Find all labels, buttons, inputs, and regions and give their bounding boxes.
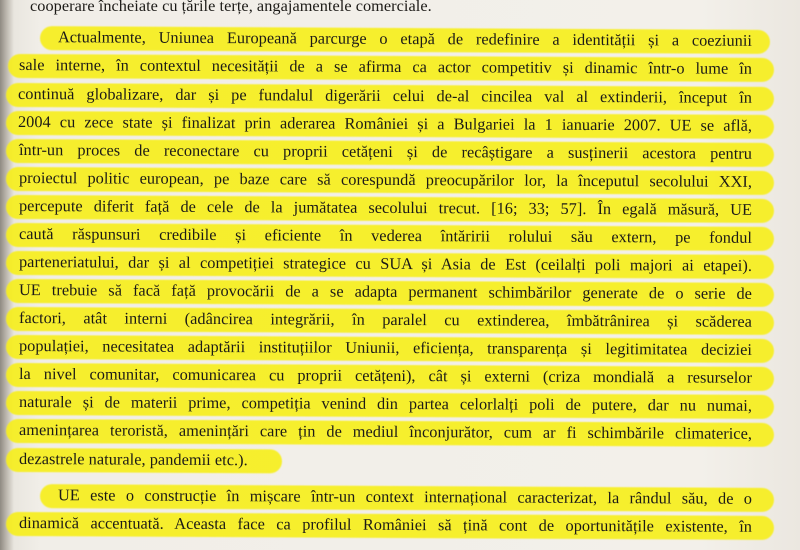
line-text: UE este o construcție în mișcare într-un context internațional caracterizat, la rândul său, de o <box>57 485 753 508</box>
line-text: Actualmente, Uniunea Europeană parcurge o etapă de redefinire a identității și a coeziunii <box>57 27 753 50</box>
text-line-11 <box>0 305 800 335</box>
line-text: amenințarea teroristă, amenințări care țin de mediul înconjurător, cum ar fi schimbările climaterice, <box>18 420 753 443</box>
line-text: proiectul politic european, pe baze care să corespundă preocupărilor lor, la începutul secolului XXI, <box>18 168 753 191</box>
line-text: dezastrele naturale, pandemii etc.). <box>18 449 248 470</box>
text-line-7 <box>0 193 800 223</box>
line-text: naturale și de materii prime, competiția venind din partea celorlalți poli de putere, dar nu numai, <box>18 392 753 415</box>
text-line-17 <box>0 482 800 512</box>
line-text: sale interne, în contextul necesității de a se afirma ca actor competitiv și dinamic într-o lume în <box>18 55 753 78</box>
line-text: populației, necesitatea adaptării instituțiilor Uniunii, eficiența, transparența și legitimitatea deciziei <box>18 336 753 359</box>
text-line-8 <box>0 221 800 251</box>
line-text: percepute diferit față de cele de la jumătatea secolului trecut. [16; 33; 57]. În egală măsură, UE <box>18 196 753 219</box>
line-text: 2004 cu zece state și finalizat prin aderarea României și a Bulgariei la 1 ianuarie 2007. UE se află, <box>17 112 753 135</box>
line-text: într-un proces de reconectare cu proprii cetățeni și de recâștigare a susținerii acestora pentru <box>18 140 753 163</box>
line-text: cooperare încheiate cu țările terțe, angajamentele comerciale. <box>30 0 432 15</box>
line-text: UE trebuie să facă față provocării de a se adapta permanent schimbărilor generate de o serie de <box>18 280 753 303</box>
text-line-18 <box>0 510 800 540</box>
text-line-10 <box>0 277 800 307</box>
line-text: continuă globalizare, dar și pe fundalul digerării celui de-al cincilea val al extinderii, început în <box>17 84 753 107</box>
text-line-2 <box>0 52 800 82</box>
line-text: parteneriatului, dar și al competiției strategice cu SUA și Asia de Est (ceilalți poli majori ai etapei). <box>18 252 753 275</box>
line-text: factori, atât interni (adâncirea integrării, în paralel cu extinderea, îmbătrânirea și scăderea <box>18 308 753 331</box>
text-line-3 <box>0 81 800 111</box>
text-line-15 <box>0 417 800 447</box>
text-line-4 <box>0 109 800 139</box>
text-line-13 <box>0 361 800 391</box>
line-text: la nivel comunitar, comunicarea cu proprii cetățeni), cât și externi (criza mondială a resurselor <box>18 364 753 387</box>
text-line-9 <box>0 249 800 279</box>
text-line-5 <box>0 137 800 167</box>
text-line-1 <box>0 24 800 54</box>
line-text: caută răspunsuri credibile și eficiente în vederea întăririi rolului său extern, pe fondul <box>18 224 753 247</box>
line-text: dinamică accentuată. Aceasta face ca profilul României să țină cont de oportunitățile existente, în <box>18 513 753 536</box>
text-line-16 <box>0 446 800 476</box>
text-line-14 <box>0 389 800 419</box>
text-line-12 <box>0 333 800 363</box>
text-line-0 <box>0 0 800 19</box>
text-line-6 <box>0 165 800 195</box>
